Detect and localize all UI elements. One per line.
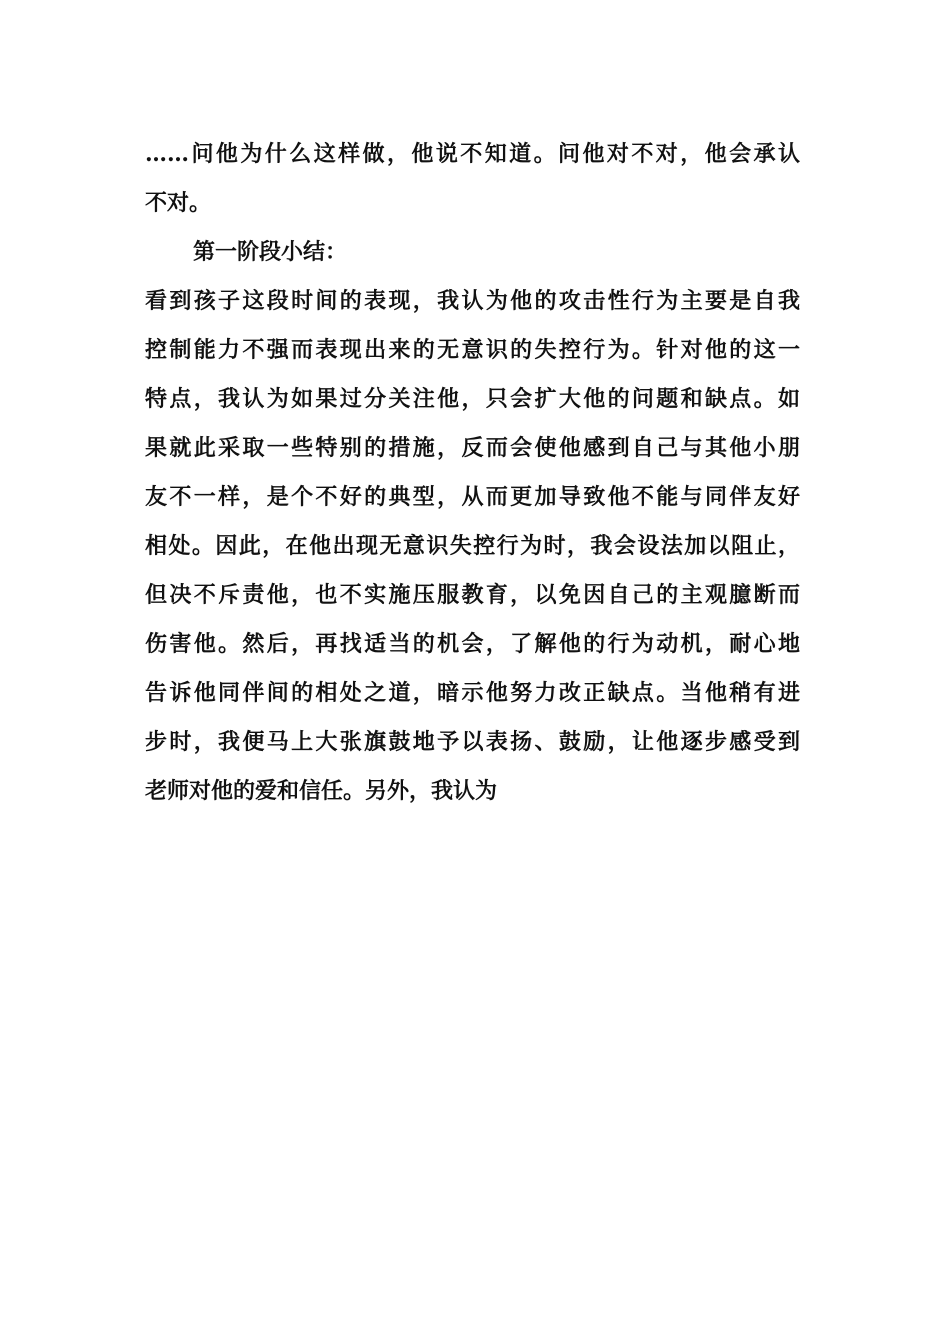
section-heading: 第一阶段小结： — [193, 239, 348, 265]
paragraph-line-7: 果就此采取一些特别的措施，反而会使他感到自己与其他小朋 — [145, 435, 800, 461]
paragraph-line-6: 特点，我认为如果过分关注他，只会扩大他的问题和缺点。如 — [145, 386, 800, 412]
paragraph-line-4: 看到孩子这段时间的表现，我认为他的攻击性行为主要是自我 — [145, 288, 800, 314]
paragraph-line-12: 告诉他同伴间的相处之道，暗示他努力改正缺点。当他稍有进 — [145, 680, 800, 706]
paragraph-line-2: 不对。 — [145, 190, 212, 216]
paragraph-line-14: 老师对他的爱和信任。另外，我认为 — [145, 778, 498, 804]
paragraph-line-13: 步时，我便马上大张旗鼓地予以表扬、鼓励，让他逐步感受到 — [145, 729, 800, 755]
document-body — [145, 130, 800, 816]
paragraph-line-5: 控制能力不强而表现出来的无意识的失控行为。针对他的这一 — [145, 337, 800, 363]
paragraph-line-11: 伤害他。然后，再找适当的机会，了解他的行为动机，耐心地 — [145, 631, 800, 657]
paragraph-line-8: 友不一样，是个不好的典型，从而更加导致他不能与同伴友好 — [145, 484, 800, 510]
paragraph-line-1: ……问他为什么这样做，他说不知道。问他对不对，他会承认 — [145, 141, 800, 167]
paragraph-line-9: 相处。因此，在他出现无意识失控行为时，我会设法加以阻止， — [145, 533, 800, 559]
paragraph-line-10: 但决不斥责他，也不实施压服教育，以免因自己的主观臆断而 — [145, 582, 800, 608]
